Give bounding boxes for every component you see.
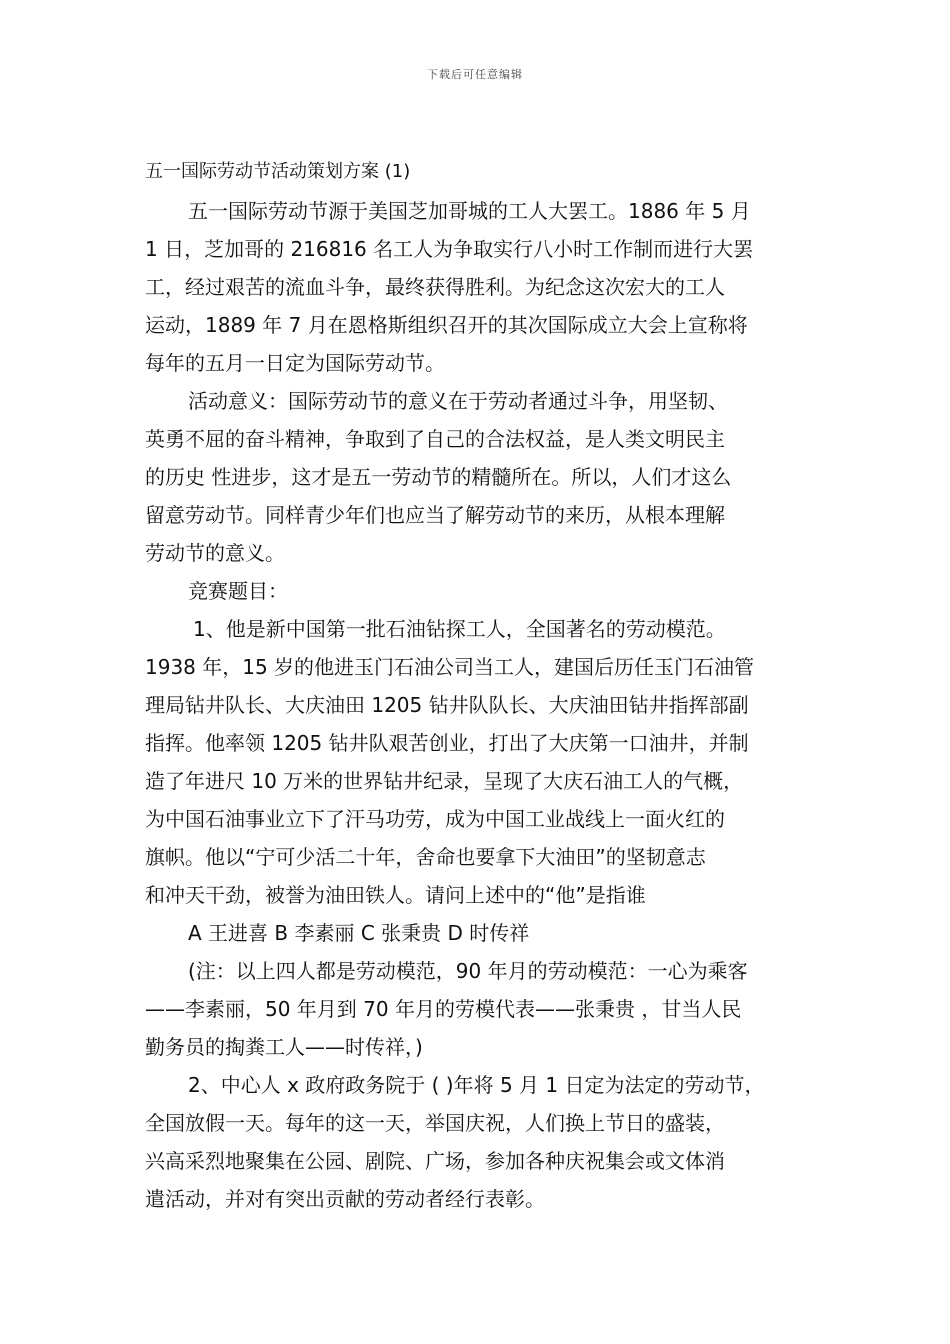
paragraph-line: 英勇不屈的奋斗精神，争取到了自己的合法权益，是人类文明民主: [145, 427, 725, 451]
note-line: ——李素丽，50 年月到 70 年月的劳模代表——张秉贵 ，甘当人民: [145, 997, 742, 1021]
paragraph-line: 活动意义：国际劳动节的意义在于劳动者通过斗争，用坚韧、: [188, 389, 728, 413]
paragraph-line: 工，经过艰苦的流血斗争，最终获得胜利。为纪念这次宏大的工人: [145, 275, 725, 299]
section-heading: 竞赛题目：: [188, 579, 288, 603]
question-line: 造了年进尺 10 万米的世界钻井纪录，呈现了大庆石油工人的气概，: [145, 769, 744, 793]
question-line: 和冲天干劲，被誉为油田铁人。请问上述中的“他”是指谁: [145, 883, 646, 907]
question-line: 为中国石油事业立下了汗马功劳，成为中国工业战线上一面火红的: [145, 807, 725, 831]
question-line: 兴高采烈地聚集在公园、剧院、广场，参加各种庆祝集会或文体消: [145, 1149, 725, 1173]
question-line: 指挥。他率领 1205 钻井队艰苦创业，打出了大庆第一口油井，并制: [145, 731, 749, 755]
document-title: 五一国际劳动节活动策划方案 (1): [145, 161, 411, 182]
paragraph-line: 1 日，芝加哥的 216816 名工人为争取实行八小时工作制而进行大罢: [145, 237, 754, 261]
question-line: 2、中心人 x 政府政务院于 ( )年将 5 月 1 日定为法定的劳动节，: [188, 1073, 765, 1097]
question-line: 全国放假一天。每年的这一天，举国庆祝，人们换上节日的盛装，: [145, 1111, 725, 1135]
paragraph-line: 劳动节的意义。: [145, 541, 285, 565]
note-line: 勤务员的掏粪工人——时传祥，): [145, 1035, 423, 1059]
paragraph-line: 运动，1889 年 7 月在恩格斯组织召开的其次国际成立大会上宣称将: [145, 313, 748, 337]
answer-options: A 王进喜 B 李素丽 C 张秉贵 D 时传祥: [188, 921, 530, 945]
question-line: 1、他是新中国第一批石油钻探工人，全国著名的劳动模范。: [193, 617, 726, 641]
paragraph-line: 的历史 性进步，这才是五一劳动节的精髓所在。所以，人们才这么: [145, 465, 732, 489]
question-line: 遣活动，并对有突出贡献的劳动者经行表彰。: [145, 1187, 545, 1211]
question-line: 1938 年，15 岁的他进玉门石油公司当工人，建国后历任玉门石油管: [145, 655, 755, 679]
paragraph-line: 每年的五月一日定为国际劳动节。: [145, 351, 445, 375]
header-note: 下载后可任意编辑: [427, 68, 523, 81]
question-line: 理局钻井队长、大庆油田 1205 钻井队队长、大庆油田钻井指挥部副: [145, 693, 749, 717]
note-line: (注：以上四人都是劳动模范，90 年月的劳动模范：一心为乘客: [188, 959, 748, 983]
paragraph-line: 五一国际劳动节源于美国芝加哥城的工人大罢工。1886 年 5 月: [188, 199, 751, 223]
question-line: 旗帜。他以“宁可少活二十年，舍命也要拿下大油田”的坚韧意志: [145, 845, 706, 869]
document-body: [145, 152, 810, 1218]
paragraph-line: 留意劳动节。同样青少年们也应当了解劳动节的来历，从根本理解: [145, 503, 725, 527]
